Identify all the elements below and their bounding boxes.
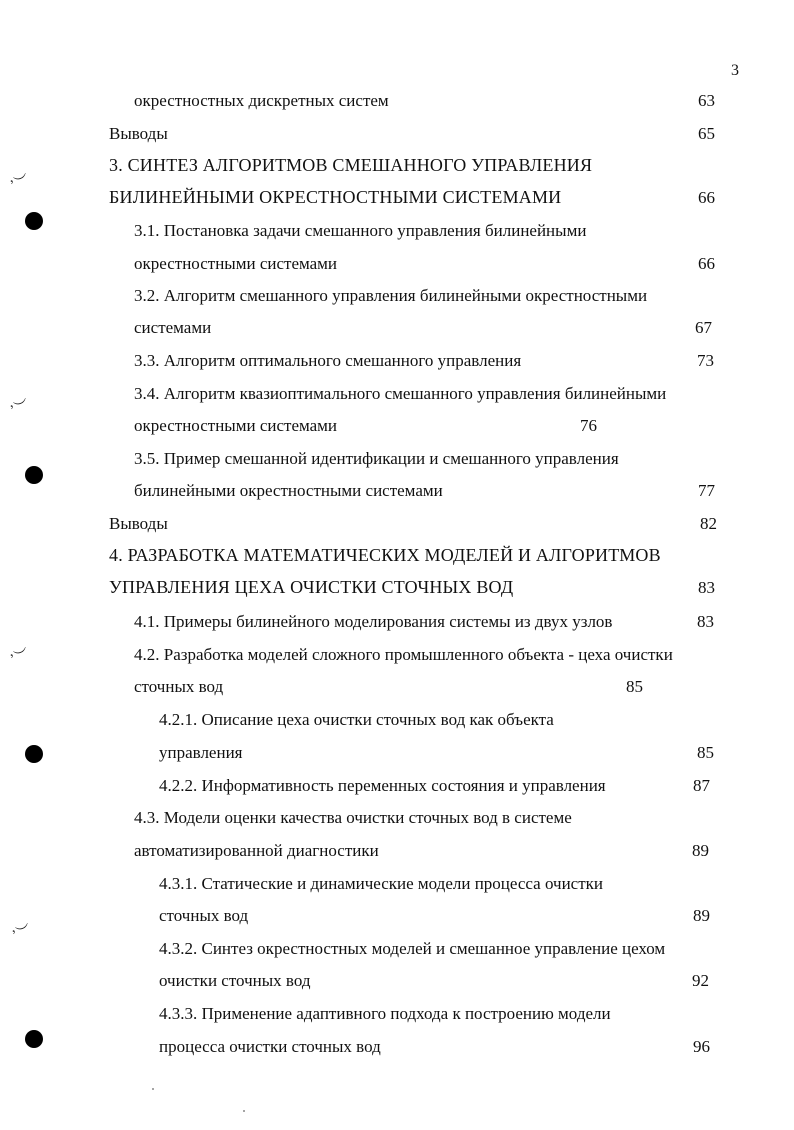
toc-chapter-heading: 3. СИНТЕЗ АЛГОРИТМОВ СМЕШАННОГО УПРАВЛЕНИЯ <box>109 155 593 175</box>
toc-line: окрестностными системами <box>134 254 338 273</box>
toc-page-number: 66 <box>698 254 715 273</box>
toc-page-number: 87 <box>693 776 710 795</box>
toc-page-number: 85 <box>697 743 714 762</box>
punch-hole <box>25 212 43 230</box>
toc-line: Выводы <box>109 514 168 533</box>
toc-line: 3.2. Алгоритм смешанного управления билинейными окрестностными <box>134 286 648 305</box>
toc-line: системами <box>134 318 212 337</box>
toc-line: процесса очистки сточных вод <box>159 1037 381 1056</box>
toc-page-number: 85 <box>626 677 643 696</box>
toc-line: окрестностных дискретных систем <box>134 91 389 110</box>
toc-page-number: 67 <box>695 318 712 337</box>
toc-chapter-heading: УПРАВЛЕНИЯ ЦЕХА ОЧИСТКИ СТОЧНЫХ ВОД <box>109 577 514 597</box>
toc-line: 4.3.1. Статические и динамические модели процесса очистки <box>159 874 604 893</box>
scan-speck <box>152 1088 154 1090</box>
toc-page-number: 66 <box>698 188 715 207</box>
toc-chapter-heading: 4. РАЗРАБОТКА МАТЕМАТИЧЕСКИХ МОДЕЛЕЙ И АЛГОРИТМОВ <box>109 545 661 565</box>
toc-line: билинейными окрестностными системами <box>134 481 443 500</box>
toc-line: 4.3. Модели оценки качества очистки сточных вод в системе <box>134 808 572 827</box>
toc-page-number: 89 <box>692 841 709 860</box>
toc-page-number: 73 <box>697 351 714 370</box>
toc-line: 3.3. Алгоритм оптимального смешанного управления <box>134 351 522 370</box>
toc-line: окрестностными системами <box>134 416 338 435</box>
toc-line: 3.4. Алгоритм квазиоптимального смешанного управления билинейными <box>134 384 667 403</box>
toc-line: 4.1. Примеры билинейного моделирования системы из двух узлов <box>134 612 613 631</box>
toc-line: сточных вод <box>159 906 249 925</box>
page-number: 3 <box>731 62 739 79</box>
toc-line: очистки сточных вод <box>159 971 311 990</box>
toc-line: 3.1. Постановка задачи смешанного управления билинейными <box>134 221 587 240</box>
toc-line: 4.2.1. Описание цеха очистки сточных вод как объекта <box>159 710 554 729</box>
toc-page-number: 76 <box>580 416 597 435</box>
toc-page-number: 92 <box>692 971 709 990</box>
punch-hole <box>25 745 43 763</box>
toc-line: сточных вод <box>134 677 224 696</box>
punch-hole <box>25 466 43 484</box>
punch-hole <box>25 1030 43 1048</box>
toc-line: 4.3.3. Применение адаптивного подхода к построению модели <box>159 1004 611 1023</box>
toc-page-number: 96 <box>693 1037 710 1056</box>
toc-page-number: 77 <box>698 481 715 500</box>
toc-line: 4.3.2. Синтез окрестностных моделей и смешанное управление цехом <box>159 939 666 958</box>
toc-page-number: 83 <box>698 578 715 597</box>
toc-page-number: 82 <box>700 514 717 533</box>
scan-mark-icon: ʼ︶ <box>10 923 34 944</box>
scan-mark-icon: ʼ︶ <box>8 398 32 419</box>
toc-page-number: 63 <box>698 91 715 110</box>
toc-line: Выводы <box>109 124 168 143</box>
toc-page-number: 65 <box>698 124 715 143</box>
toc-line: управления <box>159 743 243 762</box>
scan-speck <box>243 1110 245 1112</box>
toc-page-number: 83 <box>697 612 714 631</box>
toc-page-number: 89 <box>693 906 710 925</box>
toc-line: 4.2.2. Информативность переменных состояния и управления <box>159 776 606 795</box>
scan-mark-icon: ʼ︶ <box>8 173 32 194</box>
scan-mark-icon: ʼ︶ <box>8 647 32 668</box>
toc-line: 3.5. Пример смешанной идентификации и смешанного управления <box>134 449 619 468</box>
toc-chapter-heading: БИЛИНЕЙНЫМИ ОКРЕСТНОСТНЫМИ СИСТЕМАМИ <box>109 187 562 207</box>
toc-line: автоматизированной диагностики <box>134 841 379 860</box>
toc-line: 4.2. Разработка моделей сложного промышленного объекта - цеха очистки <box>134 645 673 664</box>
